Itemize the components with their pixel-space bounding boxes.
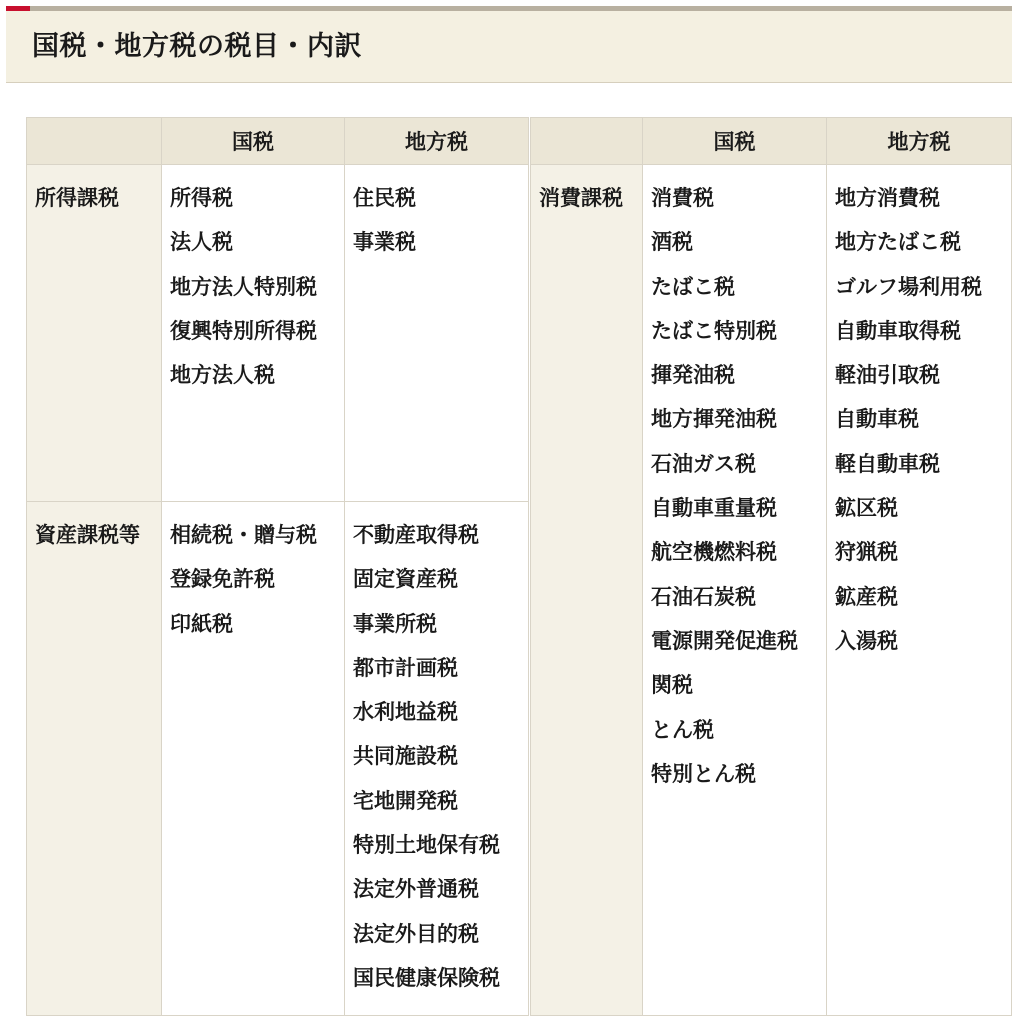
tax-item: 地方揮発油税 bbox=[651, 407, 777, 432]
local-cell bbox=[345, 165, 529, 502]
tax-item: 揮発油税 bbox=[651, 363, 735, 388]
national-cell bbox=[162, 165, 345, 502]
tax-item: 国民健康保険税 bbox=[353, 965, 500, 990]
tax-item: 宅地開発税 bbox=[353, 788, 458, 813]
tax-item: 航空機燃料税 bbox=[651, 540, 777, 565]
tax-item: 所得税 bbox=[170, 186, 233, 210]
page-title: 国税・地方税の税目・内訳 bbox=[32, 31, 362, 62]
tax-item: 鉱区税 bbox=[835, 496, 898, 521]
category-cell bbox=[27, 502, 162, 1016]
national-cell bbox=[643, 165, 827, 1016]
tax-item: 固定資産税 bbox=[353, 567, 458, 592]
tax-item: 水利地益税 bbox=[353, 700, 458, 725]
tax-item: 鉱産税 bbox=[835, 584, 898, 609]
tax-item: 関税 bbox=[651, 673, 693, 698]
table-row-assets bbox=[27, 502, 529, 1016]
tax-item: たばこ特別税 bbox=[651, 318, 777, 343]
tax-item: 相続税・贈与税 bbox=[170, 523, 317, 547]
tax-item: 復興特別所得税 bbox=[170, 318, 317, 343]
header-local: 地方税 bbox=[345, 118, 529, 165]
tax-item: 印紙税 bbox=[170, 611, 233, 636]
tax-item: 酒税 bbox=[651, 230, 693, 255]
tax-item: 法定外普通税 bbox=[353, 877, 479, 902]
tax-item: たばこ税 bbox=[651, 274, 735, 299]
tax-item: 法定外目的税 bbox=[353, 921, 479, 946]
tax-item: 軽自動車税 bbox=[835, 451, 940, 476]
table-row-income bbox=[27, 165, 529, 502]
tax-item: 地方法人特別税 bbox=[170, 274, 317, 299]
right-tax-table bbox=[530, 117, 1012, 1016]
tax-item: 地方法人税 bbox=[170, 363, 275, 388]
tax-item: 電源開発促進税 bbox=[651, 628, 798, 653]
tax-item: 特別土地保有税 bbox=[353, 833, 500, 858]
table-row-consumption bbox=[531, 165, 1012, 1016]
tax-item: 都市計画税 bbox=[353, 655, 458, 680]
header-national: 国税 bbox=[643, 118, 827, 165]
header-national: 国税 bbox=[162, 118, 345, 165]
header-blank bbox=[27, 118, 162, 165]
tax-item: 入湯税 bbox=[835, 628, 898, 653]
category-cell bbox=[531, 165, 643, 1016]
left-tax-table bbox=[26, 117, 529, 1016]
tax-item: 石油石炭税 bbox=[651, 584, 756, 609]
tax-item: 自動車取得税 bbox=[835, 318, 961, 343]
header-local: 地方税 bbox=[827, 118, 1012, 165]
local-cell bbox=[827, 165, 1012, 1016]
tax-item: 消費税 bbox=[651, 186, 714, 210]
tax-item: 軽油引取税 bbox=[835, 363, 940, 388]
tax-item: 狩猟税 bbox=[835, 540, 898, 565]
tax-item: 石油ガス税 bbox=[651, 451, 756, 476]
tax-item: 共同施設税 bbox=[353, 744, 458, 769]
title-box bbox=[6, 11, 1012, 83]
category-label: 所得課税 bbox=[35, 186, 119, 210]
tax-item: 自動車重量税 bbox=[651, 496, 777, 521]
tax-item: 法人税 bbox=[170, 230, 233, 255]
national-cell bbox=[162, 502, 345, 1016]
tax-item: ゴルフ場利用税 bbox=[835, 274, 982, 299]
tax-item: 特別とん税 bbox=[651, 761, 756, 786]
tax-item: 登録免許税 bbox=[170, 567, 275, 592]
header-blank bbox=[531, 118, 643, 165]
tax-item: 事業所税 bbox=[353, 611, 437, 636]
header-row bbox=[531, 118, 1012, 165]
category-label: 消費課税 bbox=[539, 186, 623, 210]
tax-item: 事業税 bbox=[353, 230, 416, 255]
tax-item: 地方たばこ税 bbox=[835, 230, 961, 255]
local-cell bbox=[345, 502, 529, 1016]
tax-item: 自動車税 bbox=[835, 407, 919, 432]
category-cell bbox=[27, 165, 162, 502]
tax-item: とん税 bbox=[651, 717, 714, 742]
tax-item: 不動産取得税 bbox=[353, 523, 479, 547]
tax-item: 地方消費税 bbox=[835, 186, 940, 210]
category-label: 資産課税等 bbox=[35, 523, 140, 547]
tax-item: 住民税 bbox=[353, 186, 416, 210]
header-row bbox=[27, 118, 529, 165]
